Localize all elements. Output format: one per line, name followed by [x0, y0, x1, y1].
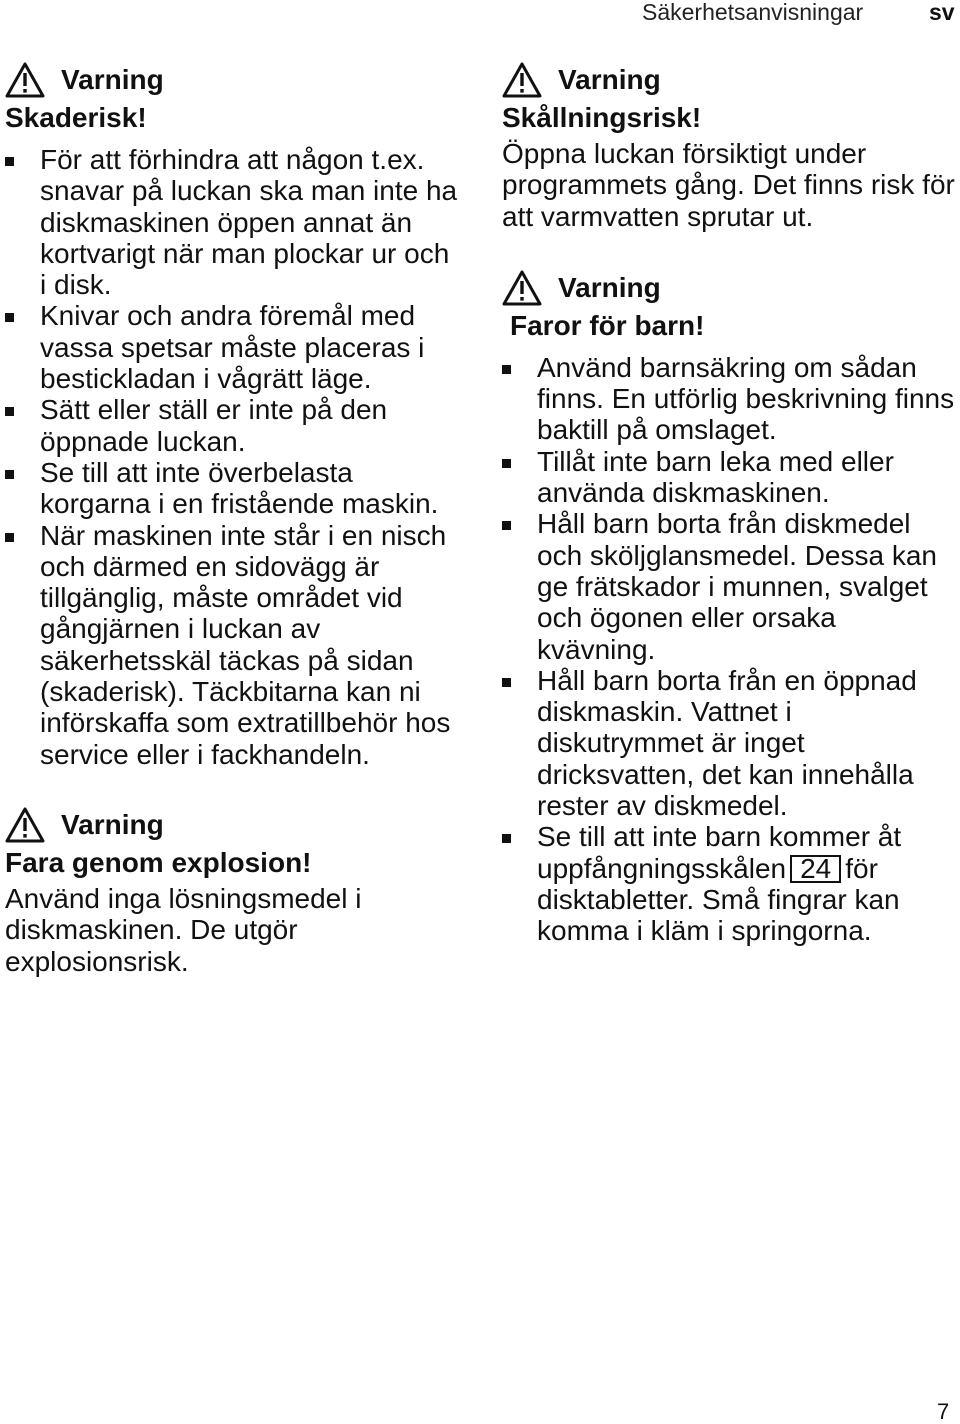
- header-section-title: Säkerhetsanvisningar: [642, 0, 864, 25]
- square-bullet-icon: [5, 533, 14, 542]
- warning-text: Använd inga lösningsmedel i diskmaskinen. De utgör explosionsrisk.: [5, 882, 362, 977]
- list-item-text: för disktabletter. Små fingrar kan komma i kläm i springorna.: [537, 852, 900, 947]
- warning-label: Varning: [61, 808, 164, 840]
- page-number: 7: [937, 1399, 950, 1424]
- warning-heading: [5, 805, 460, 845]
- list-item-text: Använd barnsäkring om sådan finns. En utförlig beskrivning finns baktill på omslaget.: [537, 351, 955, 446]
- list-item: [502, 352, 957, 446]
- reference-number-box: 24: [790, 855, 841, 883]
- warning-scalding: [502, 60, 957, 232]
- list-item: [502, 508, 957, 664]
- warning-label: Varning: [558, 271, 661, 303]
- list-item-text: Se till att inte överbelasta korgarna i en fristående maskin.: [40, 456, 439, 520]
- list-item-text: Sätt eller ställ er inte på den öppnade luckan.: [40, 394, 388, 457]
- warning-explosion: [5, 805, 460, 977]
- square-bullet-icon: [502, 521, 511, 530]
- list-item: [5, 394, 460, 457]
- warning-heading: [5, 60, 460, 100]
- list-item: [5, 144, 460, 300]
- list-item-text: För att förhindra att någon t.ex. snavar på luckan ska man inte ha diskmaskinen öppen annat än kortvarigt när man plockar ur och i disk.: [40, 144, 458, 301]
- square-bullet-icon: [5, 470, 14, 479]
- list-item-text: Håll barn borta från diskmedel och sköljglansmedel. Dessa kan ge frätskador i munnen, svalget och ögonen eller orsaka kvävning.: [537, 508, 937, 665]
- list-item: [5, 457, 460, 520]
- square-bullet-icon: [5, 407, 14, 416]
- right-column: [502, 60, 957, 947]
- warning-heading: [502, 268, 957, 308]
- square-bullet-icon: [502, 365, 511, 374]
- warning-children: [502, 268, 957, 947]
- warning-title: Skaderisk!: [5, 102, 147, 133]
- square-bullet-icon: [502, 678, 511, 687]
- square-bullet-icon: [5, 313, 14, 322]
- warning-title: Skållningsrisk!: [502, 102, 702, 133]
- warning-heading: [502, 60, 957, 100]
- warning-label: Varning: [558, 64, 661, 95]
- square-bullet-icon: [502, 459, 511, 468]
- warning-triangle-icon: [502, 270, 542, 306]
- list-item-text: Se till att inte barn kommer åt uppfångningsskålen: [537, 821, 902, 884]
- list-item: [502, 446, 957, 509]
- warning-list: [502, 352, 957, 947]
- warning-triangle-icon: [5, 62, 45, 98]
- list-item: [502, 821, 957, 946]
- square-bullet-icon: [502, 834, 511, 843]
- list-item: [5, 520, 460, 770]
- list-item-text: När maskinen inte står i en nisch och därmed en sidovägg är tillgänglig, måste området vid gångjärnen i luckan av säkerhetsskäl täckas på sidan (skaderisk). Täckbitarna kan ni införskaffa som extratillbehör hos service eller i fackhandeln.: [40, 519, 451, 770]
- list-item-text: Knivar och andra föremål med vassa spetsar måste placeras i bestickladan i vågrätt läge.: [40, 300, 425, 395]
- warning-list: [5, 144, 460, 770]
- square-bullet-icon: [5, 157, 14, 166]
- left-column: [5, 60, 460, 977]
- warning-triangle-icon: [502, 62, 542, 98]
- list-item-text: Tillåt inte barn leka med eller använda diskmaskinen.: [537, 445, 894, 509]
- warning-title: Faror för barn!: [510, 309, 705, 341]
- warning-injury: [5, 60, 460, 770]
- warning-label: Varning: [61, 64, 164, 95]
- list-item: [502, 665, 957, 821]
- warning-triangle-icon: [5, 807, 45, 843]
- list-item-text: Håll barn borta från en öppnad diskmaskin. Vattnet i diskutrymmet är inget dricksvatten, det kan innehålla rester av diskmedel.: [537, 664, 917, 822]
- header-language-code: sv: [929, 0, 955, 25]
- warning-title: Fara genom explosion!: [5, 846, 312, 878]
- warning-text: Öppna luckan försiktigt under programmets gång. Det finns risk för att varmvatten sprutar ut.: [502, 138, 955, 232]
- list-item: [5, 300, 460, 394]
